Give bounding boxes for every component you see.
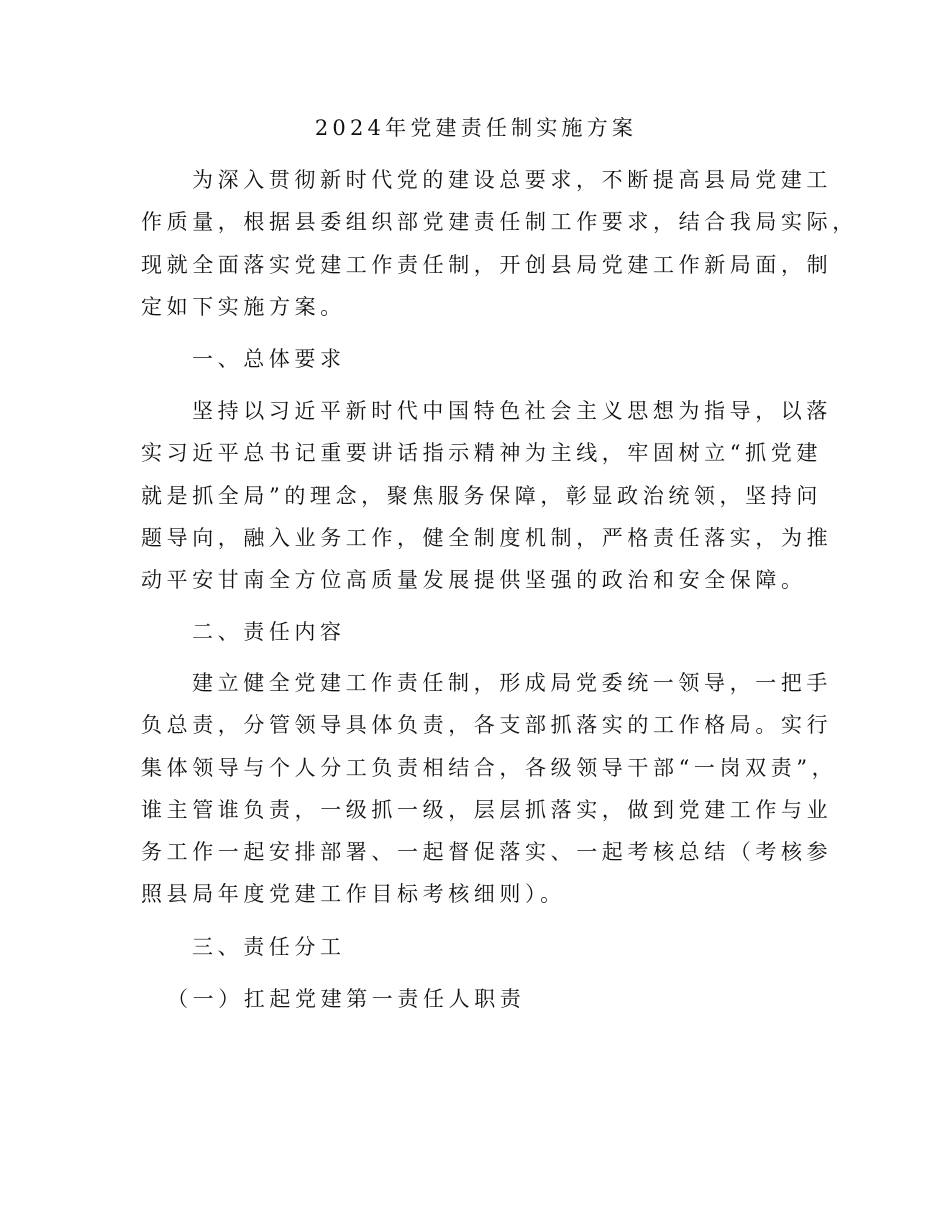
document-title: 2024年党建责任制实施方案 [314,116,638,140]
subsection-heading: （一）扛起党建第一责任人职责 [167,987,526,1011]
paragraph-line: 就是抓全局”的理念，聚焦服务保障，彰显政治统领，坚持问 [141,483,822,508]
section-heading: 一、总体要求 [192,347,346,371]
paragraph-line: 动平安甘南全方位高质量发展提供坚强的政治和安全保障。 [141,568,807,593]
paragraph-line: 务工作一起安排部署、一起督促落实、一起考核总结（考核参 [141,840,833,865]
section-heading: 三、责任分工 [192,935,346,959]
paragraph-line: 谁主管谁负责，一级抓一级，层层抓落实，做到党建工作与业 [141,797,833,822]
responsibility-content-paragraph [141,662,838,916]
section-heading: 二、责任内容 [192,620,346,644]
paragraph-line: 为深入贯彻新时代党的建设总要求，不断提高县局党建工 [192,168,832,192]
paragraph-line: 实习近平总书记重要讲话指示精神为主线，牢固树立“抓党建 [141,441,822,466]
paragraph-line: 定如下实施方案。 [141,294,346,319]
paragraph-line: 坚持以习近平新时代中国特色社会主义思想为指导，以落 [192,399,832,423]
section-heading-general-requirements [141,338,811,380]
paragraph-line: 建立健全党建工作责任制，形成局党委统一领导，一把手 [192,671,832,695]
paragraph-line: 照县局年度党建工作目标考核细则）。 [141,882,566,907]
intro-paragraph [141,159,858,328]
general-requirements-paragraph [141,390,833,601]
subheading-first-responsible-person [141,978,811,1020]
paragraph-line: 作质量，根据县委组织部党建责任制工作要求，结合我局实际， [141,210,858,235]
section-heading-division-of-responsibility [141,926,811,968]
paragraph-line: 负总责，分管领导具体负责，各支部抓落实的工作格局。实行 [141,713,833,738]
section-heading-responsibility-content [141,611,811,653]
paragraph-line: 现就全面落实党建工作责任制，开创县局党建工作新局面，制 [141,252,833,277]
paragraph-line: 集体领导与个人分工负责相结合，各级领导干部“一岗双责”， [141,755,838,780]
paragraph-line: 题导向，融入业务工作，健全制度机制，严格责任落实，为推 [141,525,833,550]
